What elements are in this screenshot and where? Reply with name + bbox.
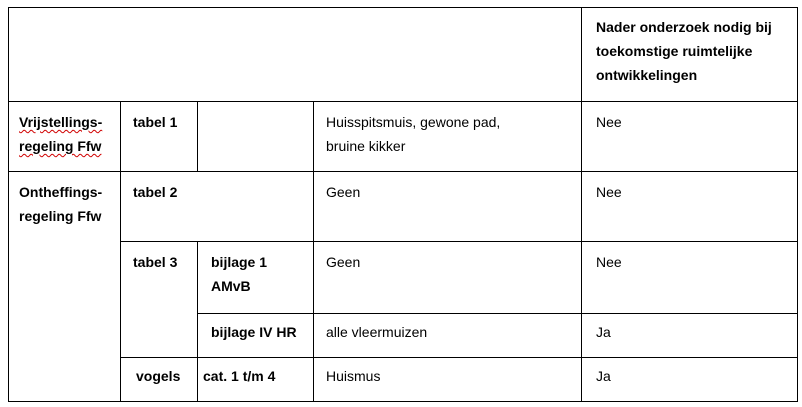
onderzoek-value: Nee: [596, 114, 622, 130]
onderzoek-value: Ja: [596, 324, 611, 340]
bijlage-1-cell: [198, 242, 313, 298]
bijlage-4-label: bijlage IV HR: [211, 324, 297, 340]
vogels-cat-cell: [198, 358, 313, 388]
bijlage-1-line-1: bijlage 1: [211, 254, 268, 270]
species-line-1: Huisspitsmuis, gewone pad,: [326, 114, 501, 130]
bijlage-1-onderzoek: [582, 242, 797, 274]
header-onderzoek: [582, 7, 797, 87]
tabel-2-cell: [121, 172, 197, 204]
vrijstelling-label-line-1: Vrijstellings-: [19, 114, 103, 130]
tabel-3-cell: [121, 242, 197, 274]
species-value: alle vleermuizen: [326, 324, 428, 340]
vrijstelling-onderzoek: [582, 102, 797, 134]
bijlage-4-species: [314, 314, 581, 344]
header-line-2: toekomstige ruimtelijke: [596, 43, 753, 59]
bijlage-1-species: [314, 242, 581, 274]
tabel-2-label: tabel 2: [133, 184, 178, 200]
tabel-2-species: [314, 172, 581, 204]
col-divider-2a: [197, 101, 198, 171]
ontheffing-label: [9, 172, 120, 228]
vrijstelling-label: [9, 102, 120, 158]
onderzoek-value: Nee: [596, 254, 622, 270]
vrijstelling-label-line-2: regeling Ffw: [19, 138, 102, 154]
table-border-bottom: [8, 401, 798, 402]
species-line-2: bruine kikker: [326, 138, 406, 154]
header-line-1: Nader onderzoek nodig bij: [596, 19, 772, 35]
vogels-species: [314, 358, 581, 388]
ontheffing-label-line-1: Ontheffings-: [19, 184, 103, 200]
onderzoek-value: Nee: [596, 184, 622, 200]
vogels-onderzoek: [582, 358, 797, 388]
ontheffing-label-line-2: regeling Ffw: [19, 208, 102, 224]
tabel-1-label: tabel 1: [133, 114, 178, 130]
bijlage-1-line-2: AMvB: [211, 278, 251, 294]
species-value: Huismus: [326, 368, 381, 384]
vogels-cat-label: cat. 1 t/m 4: [203, 368, 276, 384]
species-table: [8, 7, 798, 402]
vogels-cell: [121, 358, 197, 388]
species-value: Geen: [326, 184, 361, 200]
bijlage-4-cell: [198, 314, 313, 344]
onderzoek-value: Ja: [596, 368, 611, 384]
table-border-right: [797, 7, 798, 402]
species-value: Geen: [326, 254, 361, 270]
header-line-3: ontwikkelingen: [596, 67, 698, 83]
vrijstelling-species: [314, 102, 581, 158]
vrijstelling-tabel: [121, 102, 197, 134]
tabel-2-onderzoek: [582, 172, 797, 204]
vogels-label: vogels: [136, 368, 181, 384]
bijlage-4-onderzoek: [582, 314, 797, 344]
tabel-3-label: tabel 3: [133, 254, 178, 270]
